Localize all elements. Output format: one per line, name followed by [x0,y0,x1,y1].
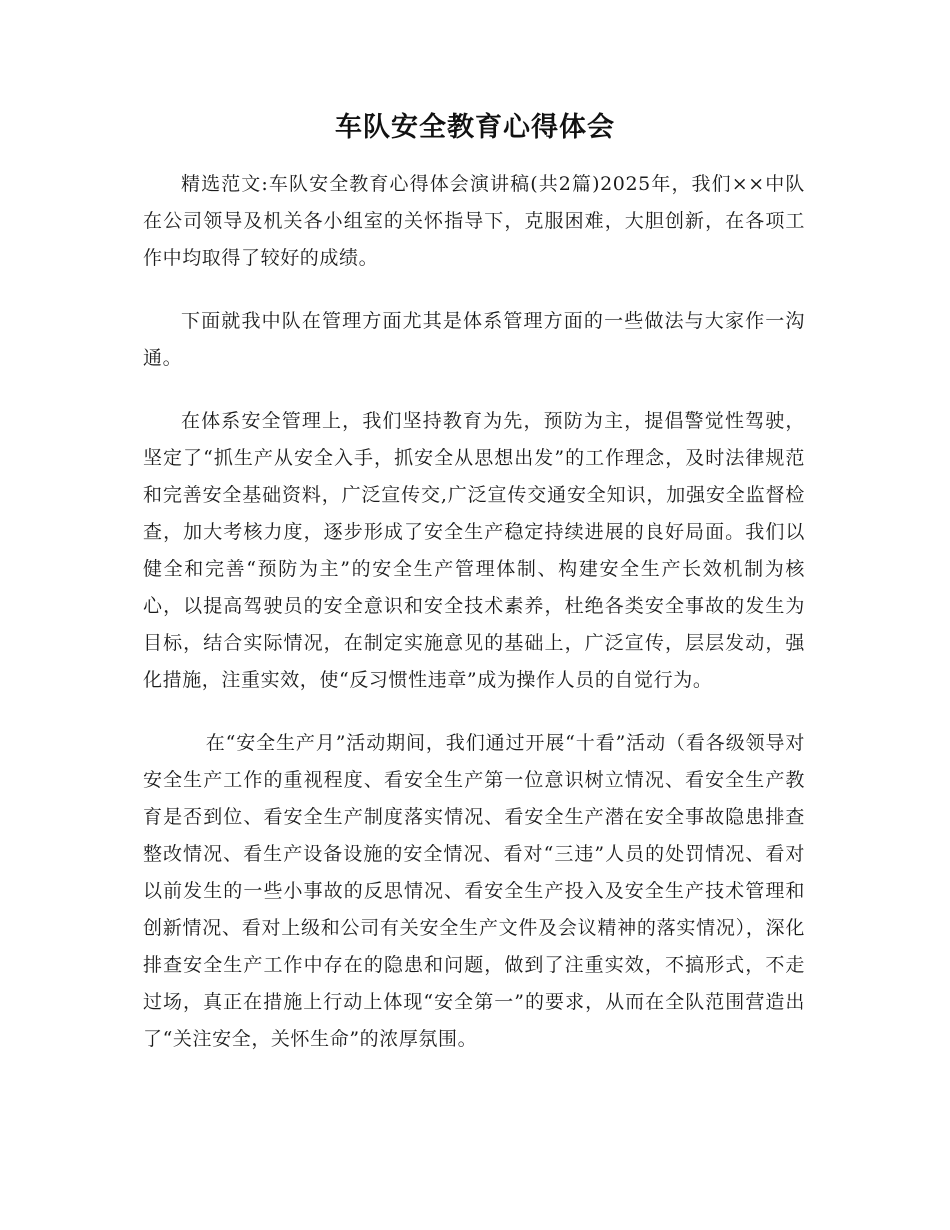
document-body [143,166,805,1084]
paragraph-overview: 下面就我中队在管理方面尤其是体系管理方面的一些做法与大家作一沟通。 [143,310,805,369]
paragraph-safety-management: 在体系安全管理上，我们坚持教育为先，预防为主，提倡警觉性驾驶，坚定了“抓生产从安全入手，抓安全从思想出发”的工作理念，及时法律规范和完善安全基础资料，广泛宣传交,广泛宣传交通安全知识，加强安全监督检查，加大考核力度，逐步形成了安全生产稳定持续进展的良好局面。我们以健全和完善“预防为主”的安全生产管理体制、构建安全生产长效机制为核心，以提高驾驶员的安全意识和安全技术素养，杜绝各类安全事故的发生为目标，结合实际情况，在制定实施意见的基础上，广泛宣传，层层发动，强化措施，注重实效，使“反习惯性违章”成为操作人员的自觉行为。 [143,410,805,691]
paragraph-safety-month: 在“安全生产月”活动期间，我们通过开展“十看”活动（看各级领导对安全生产工作的重视程度、看安全生产第一位意识树立情况、看安全生产教育是否到位、看安全生产制度落实情况、看安全生产潜在安全事故隐患排查整改情况、看生产设备设施的安全情况、看对“三违”人员的处罚情况、看对以前发生的一些小事故的反思情况、看安全生产投入及安全生产技术管理和创新情况、看对上级和公司有关安全生产文件及会议精神的落实情况），深化排查安全生产工作中存在的隐患和问题，做到了注重实效，不搞形式，不走过场，真正在措施上行动上体现“安全第一”的要求，从而在全队范围营造出了“关注安全，关怀生命”的浓厚氛围。 [143,732,805,1050]
paragraph-intro: 精选范文:车队安全教育心得体会演讲稿(共2篇)2025年，我们××中队在公司领导及机关各小组室的关怀指导下，克服困难，大胆创新，在各项工作中均取得了较好的成绩。 [143,173,805,269]
document-title: 车队安全教育心得体会 [335,112,615,143]
